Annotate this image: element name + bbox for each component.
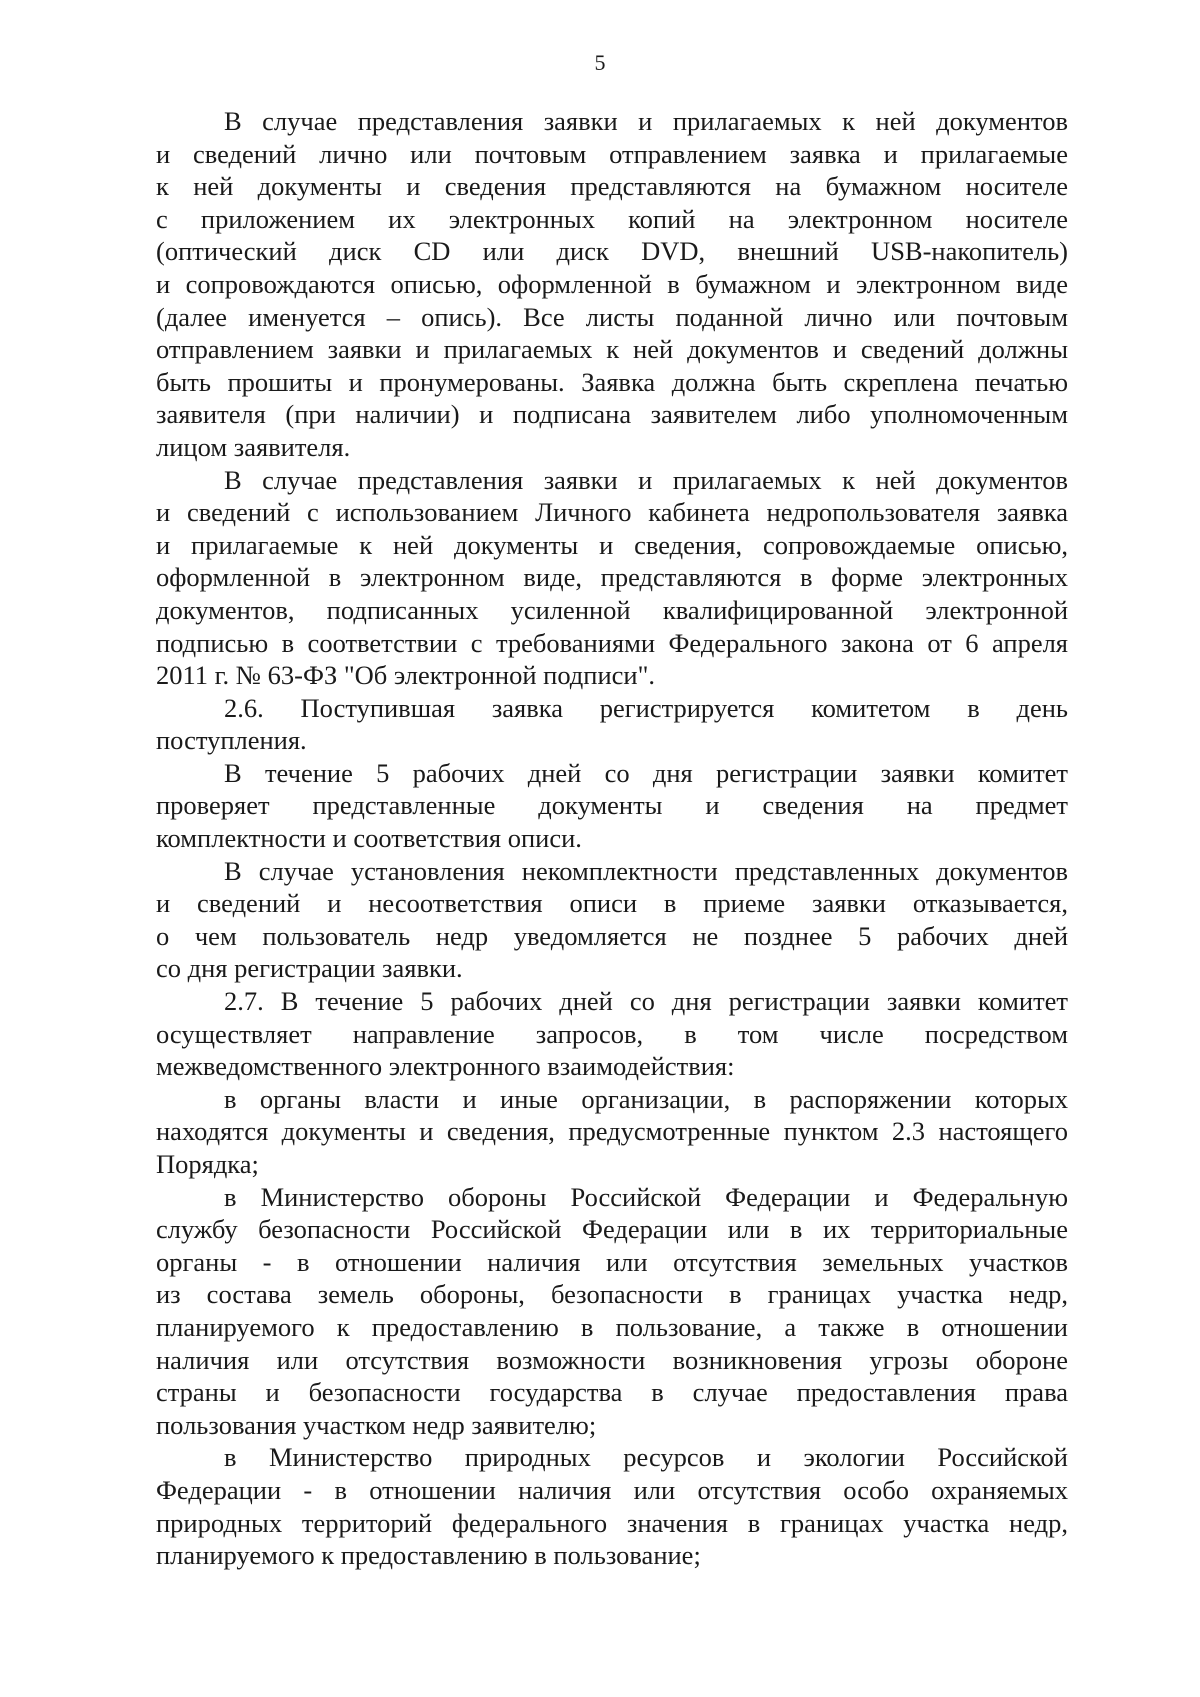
text-line: Федерации - в отношении наличия или отсутствия особо охраняемых (156, 1474, 1068, 1505)
text-line: наличия или отсутствия возможности возникновения угрозы обороне (156, 1344, 1068, 1375)
text-line: заявителя (при наличии) и подписана заявителем либо уполномоченным (156, 399, 1068, 430)
text-line: быть прошиты и пронумерованы. Заявка должна быть скреплена печатью (156, 366, 1068, 397)
text-line: планируемого к предоставлению в пользование; (156, 1540, 701, 1571)
text-line: В случае представления заявки и прилагаемых к ней документов (224, 106, 1068, 136)
text-line: и сведений с использованием Личного кабинета недропользователя заявка (156, 497, 1068, 528)
text-line: и сведений лично или почтовым отправлением заявка и прилагаемые (156, 138, 1068, 169)
text-line: находятся документы и сведения, предусмотренные пунктом 2.3 настоящего (156, 1116, 1068, 1147)
text-line: к ней документы и сведения представляются на бумажном носителе (156, 171, 1068, 202)
text-line: природных территорий федерального значения в границах участка недр, (156, 1507, 1068, 1538)
text-line: комплектности и соответствия описи. (156, 823, 582, 854)
text-line: и прилагаемые к ней документы и сведения, сопровождаемые описью, (156, 529, 1068, 560)
text-line: проверяет представленные документы и сведения на предмет (156, 790, 1068, 821)
text-line: лицом заявителя. (156, 431, 351, 462)
text-line: и сведений и несоответствия описи в приеме заявки отказывается, (156, 888, 1068, 919)
text-line: подписью в соответствии с требованиями Федерального закона от 6 апреля (156, 627, 1068, 658)
text-line: В случае представления заявки и прилагаемых к ней документов (224, 464, 1068, 495)
document-body (156, 105, 1068, 1572)
text-line: документов, подписанных усиленной квалифицированной электронной (156, 594, 1068, 625)
text-line: из состава земель обороны, безопасности в границах участка недр, (156, 1279, 1068, 1310)
text-line: пользования участком недр заявителю; (156, 1409, 597, 1440)
text-line: (далее именуется – опись). Все листы поданной лично или почтовым (156, 301, 1068, 332)
page-number: 5 (594, 50, 606, 75)
text-line: планируемого к предоставлению в пользование, а также в отношении (156, 1311, 1068, 1342)
text-line: со дня регистрации заявки. (156, 953, 463, 984)
text-line: В течение 5 рабочих дней со дня регистрации заявки комитет (224, 757, 1068, 788)
text-line: В случае установления некомплектности представленных документов (224, 855, 1068, 886)
text-line: и сопровождаются описью, оформленной в бумажном и электронном виде (156, 268, 1068, 299)
text-line: с приложением их электронных копий на электронном носителе (156, 203, 1068, 234)
text-line: 2011 г. № 63-ФЗ "Об электронной подписи". (156, 660, 656, 691)
text-line: 2.6. Поступившая заявка регистрируется комитетом в день (224, 692, 1068, 723)
text-line: органы - в отношении наличия или отсутствия земельных участков (156, 1246, 1068, 1277)
text-line: (оптический диск CD или диск DVD, внешний USB-накопитель) (156, 236, 1068, 267)
text-line: отправлением заявки и прилагаемых к ней документов и сведений должны (156, 334, 1068, 365)
text-line: поступления. (156, 725, 307, 756)
text-line: 2.7. В течение 5 рабочих дней со дня регистрации заявки комитет (224, 986, 1068, 1017)
text-line: о чем пользователь недр уведомляется не позднее 5 рабочих дней (156, 920, 1068, 951)
text-line: службу безопасности Российской Федерации или в их территориальные (156, 1214, 1068, 1245)
text-line: в Министерство природных ресурсов и экологии Российской (224, 1442, 1068, 1473)
text-line: Порядка; (156, 1149, 259, 1179)
text-line: межведомственного электронного взаимодействия: (156, 1051, 735, 1082)
text-line: в Министерство обороны Российской Федерации и Федеральную (224, 1181, 1068, 1212)
text-line: в органы власти и иные организации, в распоряжении которых (224, 1083, 1068, 1114)
text-line: осуществляет направление запросов, в том числе посредством (156, 1018, 1068, 1049)
text-line: страны и безопасности государства в случае предоставления права (156, 1377, 1068, 1408)
text-line: оформленной в электронном виде, представляются в форме электронных (156, 562, 1068, 593)
